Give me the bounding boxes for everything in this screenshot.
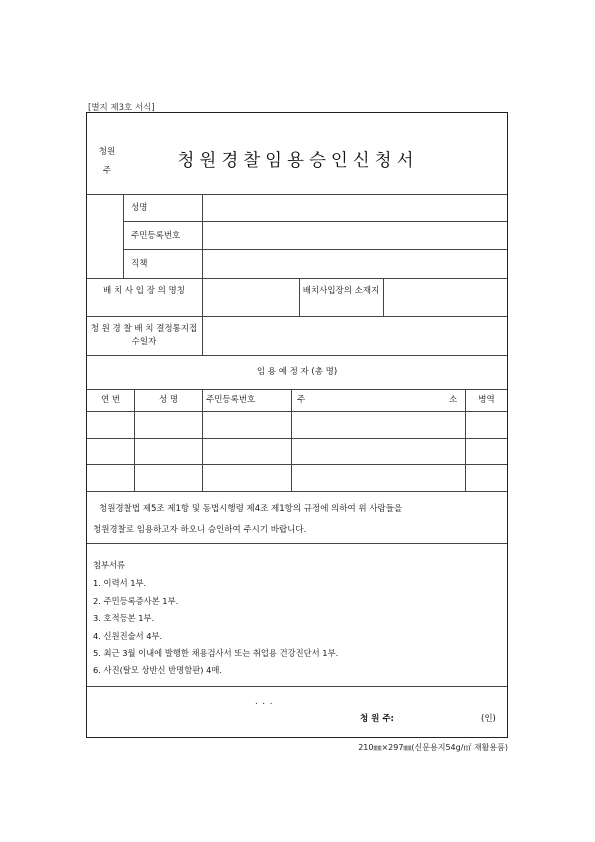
workplace-name-label: 배 치 사 입 장 의 명칭 — [103, 286, 185, 296]
applicant-name-field[interactable] — [203, 195, 507, 221]
applicant-section-label: 청원주 — [98, 147, 116, 176]
applicant-signature-label: 청 원 주: — [360, 714, 394, 724]
applicant-rrn-field[interactable] — [203, 222, 507, 249]
divider — [299, 278, 300, 316]
workplace-location-field[interactable] — [384, 279, 507, 316]
attachment-item: 2. 주민등록증사본 1부. — [93, 596, 179, 606]
application-form — [86, 112, 508, 738]
statement-line-2: 청원경찰로 임용하고자 하오니 승인하여 주시기 바랍니다. — [93, 525, 307, 535]
receipt-date-label: 청 원 경 찰 배 치 결정통지접수일자 — [90, 324, 198, 347]
receipt-date-field[interactable] — [203, 317, 507, 355]
seal-mark: (인) — [481, 714, 496, 724]
form-title: 청원경찰임용승인신청서 — [177, 151, 419, 171]
rrn-label: 주민등록번호 — [131, 231, 181, 241]
divider — [87, 355, 507, 356]
attachments-heading: 첨부서류 — [93, 560, 126, 570]
roster-row[interactable] — [87, 412, 507, 438]
col-name-header: 성 명 — [158, 395, 179, 405]
col-serial-header: 연 번 — [100, 395, 121, 405]
roster-title: 임 용 예 정 자 (총 명) — [256, 367, 338, 377]
divider — [87, 491, 507, 492]
attachment-item: 5. 최근 3월 이내에 발행한 채용검사서 또는 취업용 건강진단서 1부. — [93, 648, 339, 658]
workplace-location-label: 배치사입장의 소재지 — [302, 286, 380, 296]
col-address-header-left: 주 — [297, 395, 306, 405]
divider — [123, 194, 124, 278]
col-rrn-header: 주민등록번호 — [206, 395, 256, 405]
attachment-item: 6. 사진(탈모 상반신 반명함판) 4매. — [93, 665, 223, 675]
date-placeholder: . . . — [255, 697, 274, 707]
divider — [87, 389, 507, 390]
statement-line-1: 청원경찰법 제5조 제1항 및 동법시행령 제4조 제1항의 규정에 의하여 위 사람들을 — [99, 504, 403, 514]
attachment-item: 4. 신원진술서 4부. — [93, 631, 163, 641]
attachment-item: 1. 이력서 1부. — [93, 578, 147, 588]
workplace-name-field[interactable] — [203, 279, 299, 316]
form-number-caption: [별지 제3호 서식] — [88, 103, 155, 113]
col-military-header: 병역 — [478, 395, 495, 405]
attachment-item: 3. 호적등본 1부. — [93, 613, 155, 623]
position-label: 직책 — [131, 259, 148, 269]
name-label: 성명 — [131, 203, 148, 213]
paper-spec-footer: 210㎜×297㎜(신문용지54g/㎡ 재활용품) — [358, 743, 508, 752]
col-address-header-right: 소 — [449, 395, 458, 405]
divider — [87, 686, 507, 687]
divider — [87, 543, 507, 544]
applicant-position-field[interactable] — [203, 250, 507, 278]
roster-row[interactable] — [87, 465, 507, 491]
roster-row[interactable] — [87, 439, 507, 464]
